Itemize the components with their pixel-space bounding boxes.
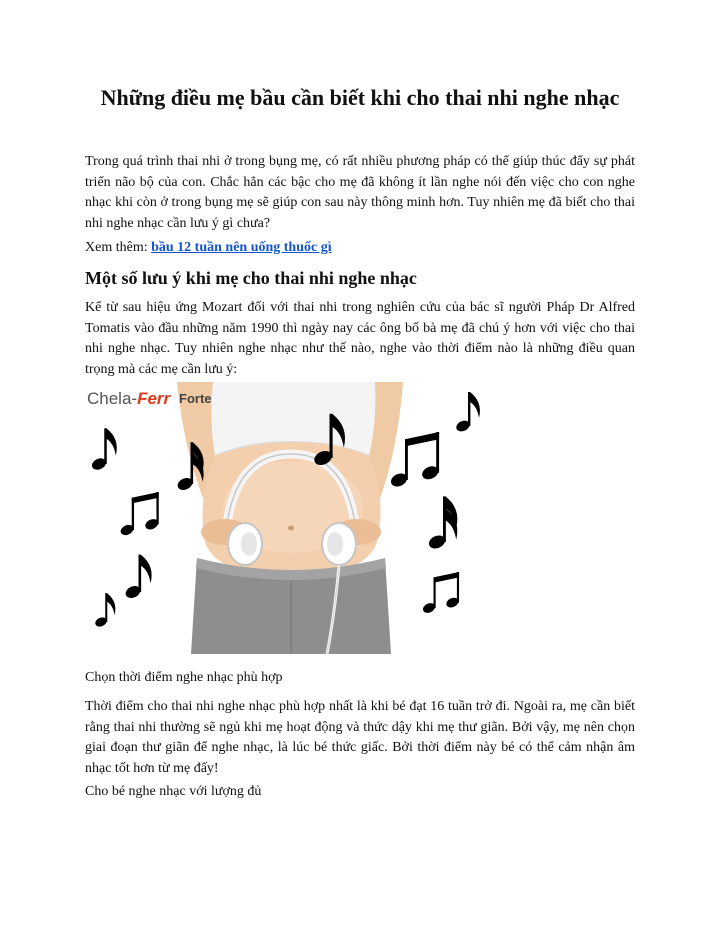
subheading-amount: Cho bé nghe nhạc với lượng đủ <box>85 784 262 799</box>
svg-text:Chela-Ferr <box>87 389 172 408</box>
see-also-link[interactable]: bầu 12 tuần nên uống thuốc gì <box>151 240 332 255</box>
timing-paragraph: Thời điểm cho thai nhi nghe nhạc phù hợp nhất là khi bé đạt 16 tuần trở đi. Ngoài ra, mẹ cần biết rằng thai nhi thường sẽ ngủ khi mẹ hoạt động và thức dậy khi mẹ thư giãn. Bởi vậy, mẹ nên chọn giai đoạn thư giãn để nghe nhạc, là lúc bé thức giấc. Bởi thời điểm này bé có thể cảm nhận âm nhạc tốt hơn từ mẹ đấy! <box>85 699 635 776</box>
intro-paragraph: Trong quá trình thai nhi ở trong bụng mẹ, có rất nhiều phương pháp có thể giúp thúc đẩy sự phát triển não bộ của con. Chắc hẳn các bậc cho mẹ đã không ít lần nghe nói đến việc cho con nghe nhạc khi còn ở trong bụng mẹ sẽ giúp con sau này thông minh hơn. Tuy nhiên mẹ đã biết cho thai nhi nghe nhạc cần lưu ý gì chưa? <box>85 154 635 231</box>
see-also-label: Xem thêm: <box>85 240 148 255</box>
chela-ferr-forte-logo <box>87 389 212 408</box>
logo-text-chela: Chela- <box>87 389 138 408</box>
pregnant-belly-headphones-image <box>85 382 495 654</box>
subheading-timing: Chọn thời điểm nghe nhạc phù hợp <box>85 670 283 685</box>
mozart-paragraph: Kể từ sau hiệu ứng Mozart đối với thai nhi trong nghiên cứu của bác sĩ người Pháp Dr Alfred Tomatis vào đầu những năm 1990 thì ngày nay các ông bố bà mẹ đã chú ý hơn với việc cho thai nhi nghe nhạc. Tuy nhiên nghe nhạc như thế nào, nghe vào thời điểm nào là những điều quan trọng mà các mẹ cần lưu ý: <box>85 300 635 377</box>
section-heading: Một số lưu ý khi mẹ cho thai nhi nghe nhạc <box>85 268 417 288</box>
see-also <box>85 238 635 259</box>
logo-text-forte: Forte <box>179 391 212 406</box>
article-title: Những điều mẹ bầu cần biết khi cho thai nhi nghe nhạc <box>100 85 620 110</box>
logo-text-ferr: Ferr <box>137 389 171 408</box>
